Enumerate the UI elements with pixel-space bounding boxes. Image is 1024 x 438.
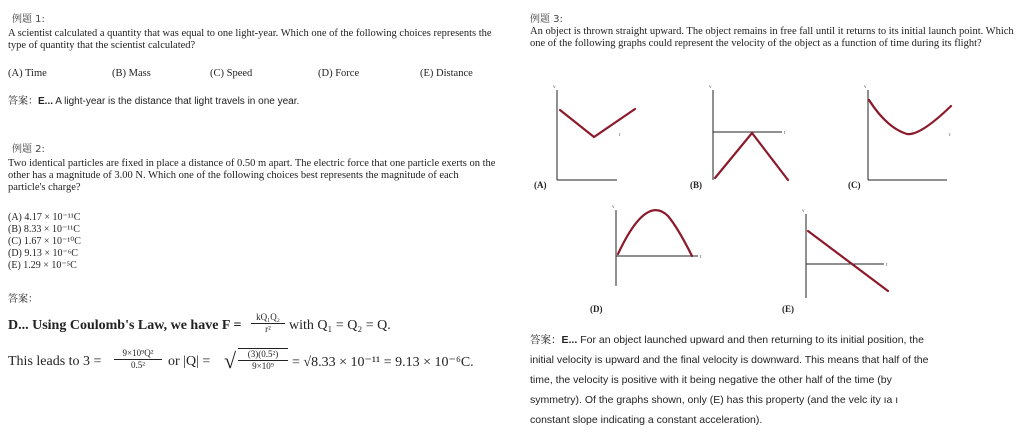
example1-choice-b: (B) Mass xyxy=(112,68,151,79)
example2-choice-c: (C) 1.67 × 10⁻¹⁰C xyxy=(8,236,81,247)
example2-choice-e: (E) 1.29 × 10⁻⁵C xyxy=(8,260,77,271)
graph-d-axes xyxy=(616,210,698,286)
graph-c-v-label: v xyxy=(864,85,867,90)
graph-b-curve xyxy=(715,133,788,180)
example3-answer-line-2: initial velocity is upward and the final velocity is downward. This means that half of the xyxy=(530,354,929,366)
example2-frac2-den: 0.5² xyxy=(131,360,145,370)
example2-frac2-num: 9×10⁹Q² xyxy=(114,348,162,360)
velocity-graphs xyxy=(520,76,1020,316)
example2-sqrt-num: (3)(0.5²) xyxy=(238,349,288,361)
example3-title: 例题 3: xyxy=(530,14,563,25)
example2-title: 例题 2: xyxy=(12,144,45,155)
graph-b-t-label: t xyxy=(784,131,786,136)
example2-solution-frac2 xyxy=(114,348,162,371)
example1-choices xyxy=(8,68,508,82)
example3-answer-line-3: time, the velocity is positive with it being negative the other half of the time (by xyxy=(530,374,892,386)
graph-a-v-label: v xyxy=(553,85,556,90)
example2-choice-d: (D) 9.13 × 10⁻⁶C xyxy=(8,248,78,259)
example2-solution-text-b: with Q₁ = Q₂ = Q. xyxy=(289,318,391,333)
graph-e-t-label: t xyxy=(886,263,888,268)
example2-solution-line2 xyxy=(8,346,513,380)
example1-answer-letter: E... xyxy=(38,96,54,107)
graph-c-t-label: t xyxy=(949,133,951,138)
graph-e-curve xyxy=(808,231,888,291)
example1-choice-c: (C) Speed xyxy=(210,68,253,79)
graph-b-v-label: v xyxy=(709,85,712,90)
example1-answer-prefix: 答案： xyxy=(8,96,38,107)
example2-frac1-num: kQ₁Q₂ xyxy=(251,312,285,324)
example3-question: An object is thrown straight upward. The object remains in free fall until it returns to its initial launch point. Which one of the following graphs could represent the velocity of the object as a function of time during its flight? xyxy=(530,26,1014,49)
example2-question: Two identical particles are fixed in place a distance of 0.50 m apart. The electric force that one particle exerts on the other has a magnitude of 3.00 N. Which one of the following choices best represents the magnitude of each particle's charge? xyxy=(8,158,496,193)
graph-d-curve xyxy=(618,210,692,256)
graph-a-label: (A) xyxy=(534,180,547,190)
graph-e-axes xyxy=(806,214,884,298)
graph-b-label: (B) xyxy=(690,180,702,190)
example3-answer-line-4: symmetry). Of the graphs shown, only (E) has this property (and the velc ity ıa ı xyxy=(530,394,899,406)
example2-solution2-text-b: or |Q| = xyxy=(168,354,211,369)
example2-solution-frac1 xyxy=(251,312,285,335)
graph-e-v-label: v xyxy=(802,209,805,214)
example2-sqrt-den: 9×10⁹ xyxy=(252,361,274,371)
example2-choices xyxy=(8,212,81,272)
example2-choice-b: (B) 8.33 × 10⁻¹¹C xyxy=(8,224,80,235)
sqrt-icon: √ xyxy=(224,348,237,373)
example2-solution-line1 xyxy=(8,312,508,342)
example2-solution-sqrt xyxy=(238,348,288,372)
example3-answer-line-1: 答案：E... For an object launched upward and then returning to its initial position, the xyxy=(530,334,924,346)
example1-title: 例题 1: xyxy=(12,14,45,25)
graph-a-axes xyxy=(557,90,617,180)
example1-choice-a: (A) Time xyxy=(8,68,47,79)
graph-a-t-label: t xyxy=(619,133,621,138)
example1-question: A scientist calculated a quantity that was equal to one light-year. Which one of the following choices represents the type of quantity that the scientist calculated? xyxy=(8,28,492,51)
example2-solution-text-a: D... Using Coulomb's Law, we have F = xyxy=(8,318,242,333)
example3-answer-prefix: 答案： xyxy=(530,334,562,346)
graph-c-curve xyxy=(869,100,951,134)
example2-answer-prefix: 答案： xyxy=(8,294,38,305)
graph-e-label: (E) xyxy=(782,304,794,314)
example3-answer xyxy=(530,330,1000,430)
example1-choice-e: (E) Distance xyxy=(420,68,473,79)
example3-answer-letter: E... xyxy=(561,334,578,346)
graph-c-label: (C) xyxy=(848,180,861,190)
example2-choice-a: (A) 4.17 × 10⁻¹¹C xyxy=(8,212,81,223)
graph-a-curve xyxy=(560,109,635,137)
graph-d-label: (D) xyxy=(590,304,603,314)
example3-answer-line-5: constant slope indicating a constant acceleration). xyxy=(530,414,763,426)
example1-choice-d: (D) Force xyxy=(318,68,360,79)
example1-answer-text: A light-year is the distance that light travels in one year. xyxy=(55,96,300,107)
example1-answer xyxy=(8,92,299,107)
graph-d-t-label: t xyxy=(700,255,702,260)
graph-d-v-label: v xyxy=(612,205,615,210)
example2-solution2-text-a: This leads to 3 = xyxy=(8,354,102,369)
example2-frac1-den: r² xyxy=(265,324,271,334)
example2-solution2-text-c: = √8.33 × 10⁻¹¹ = 9.13 × 10⁻⁶C. xyxy=(292,355,474,370)
